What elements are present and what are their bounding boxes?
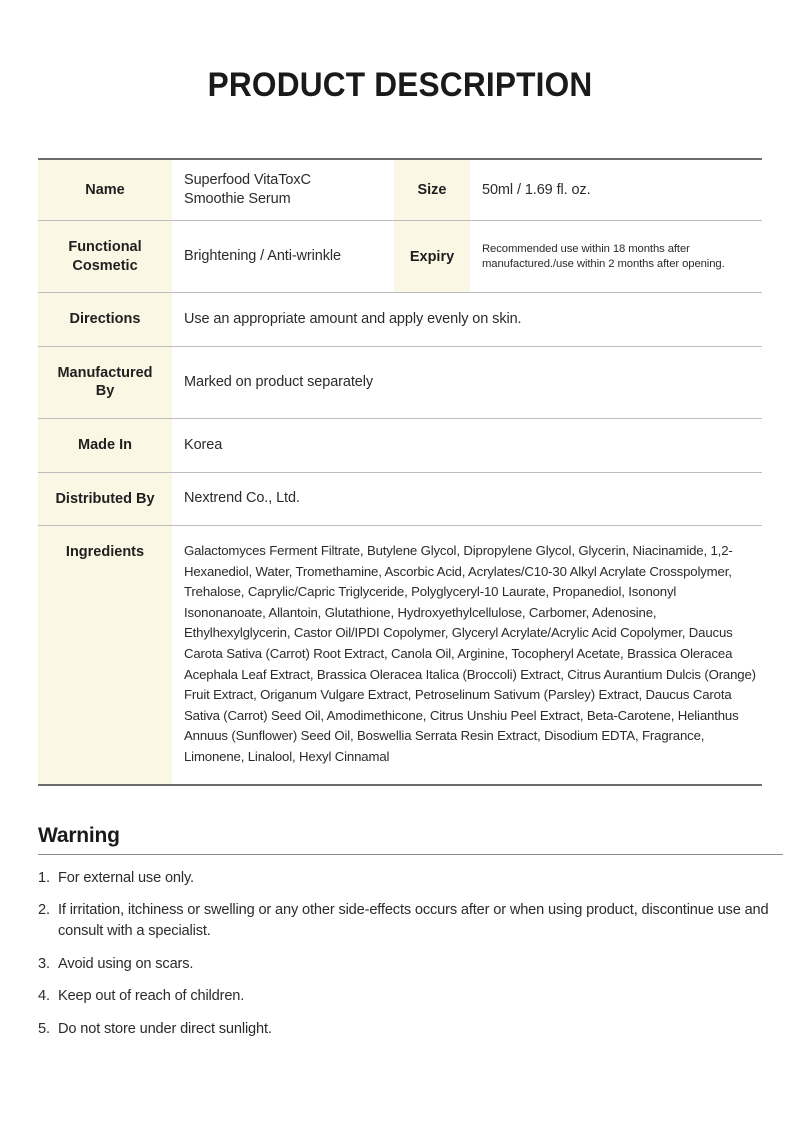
spec-label-name: Name	[38, 159, 172, 221]
spec-value-expiry: Recommended use within 18 months after manufactured./use within 2 months after opening.	[470, 221, 762, 293]
warning-item-text: Do not store under direct sunlight.	[58, 1021, 272, 1038]
warning-item-text: Avoid using on scars.	[58, 955, 194, 972]
spec-value-directions: Use an appropriate amount and apply evenly on skin.	[172, 293, 762, 347]
table-row	[38, 159, 762, 221]
spec-value-ingredients: Galactomyces Ferment Filtrate, Butylene Glycol, Dipropylene Glycol, Glycerin, Niacinamide, 1,2-Hexanediol, Water, Tromethamine, Ascorbic Acid, Acrylates/C10-30 Alkyl Acrylate Crosspolymer, Trehalose, Caprylic/Capric Triglyceride, Polyglyceryl-10 Laurate, Propanediol, Isononyl Isononanoate, Allantoin, Glutathione, Hydroxyethylcellulose, Carbomer, Adenosine, Ethylhexylglycerin, Castor Oil/IPDI Copolymer, Glyceryl Acrylate/Acrylic Acid Copolymer, Daucus Carota Sativa (Carrot) Root Extract, Canola Oil, Arginine, Tocopheryl Acetate, Brassica Oleracea Acephala Leaf Extract, Brassica Oleracea Italica (Broccoli) Extract, Citrus Aurantium Dulcis (Orange) Fruit Extract, Origanum Vulgare Extract, Petroselinum Sativum (Parsley) Extract, Daucus Carota Sativa (Carrot) Seed Oil, Amodimethicone, Citrus Unshiu Peel Extract, Beta-Carotene, Helianthus Annuus (Sunflower) Seed Oil, Boswellia Serrata Resin Extract, Disodium EDTA, Fragrance, Limonene, Linalool, Hexyl Cinnamal	[172, 526, 762, 785]
table-row	[38, 293, 762, 347]
spec-label-expiry: Expiry	[394, 221, 470, 293]
spec-label-manufactured-by: Manufactured By	[38, 346, 172, 418]
warning-item-number: 5.	[38, 1021, 50, 1038]
spec-label-distributed-by: Distributed By	[38, 472, 172, 526]
warning-section	[38, 824, 783, 1040]
table-row	[38, 472, 762, 526]
product-spec-table	[38, 158, 762, 786]
spec-value-name: Superfood VitaToxC Smoothie Serum	[184, 172, 311, 208]
spec-value-distributed-by: Nextrend Co., Ltd.	[172, 472, 762, 526]
list-item	[38, 868, 783, 889]
spec-value-made-in: Korea	[172, 418, 762, 472]
table-row	[38, 526, 762, 785]
spec-label-made-in: Made In	[38, 418, 172, 472]
spec-label-size: Size	[394, 159, 470, 221]
spec-value-size: 50ml / 1.69 fl. oz.	[482, 182, 591, 199]
warning-item-text: If irritation, itchiness or swelling or any other side-effects occurs after or when using product, discontinue use and consult with a specialist.	[58, 902, 769, 940]
warning-item-number: 3.	[38, 955, 50, 972]
warning-divider	[38, 854, 783, 855]
warning-list	[38, 868, 783, 1040]
spec-label-directions: Directions	[38, 293, 172, 347]
warning-item-text: For external use only.	[58, 869, 194, 886]
warning-item-text: Keep out of reach of children.	[58, 988, 245, 1005]
list-item	[38, 986, 783, 1007]
list-item	[38, 954, 783, 975]
warning-heading: Warning	[38, 823, 120, 847]
spec-value-functional-cosmetic: Brightening / Anti-wrinkle	[172, 221, 394, 293]
spec-label-functional-cosmetic: Functional Cosmetic	[38, 221, 172, 293]
table-row	[38, 418, 762, 472]
spec-label-ingredients: Ingredients	[38, 526, 172, 785]
page-title: PRODUCT DESCRIPTION	[207, 66, 593, 104]
list-item	[38, 900, 783, 941]
table-row	[38, 221, 762, 293]
list-item	[38, 1019, 783, 1040]
warning-item-number: 2.	[38, 902, 50, 919]
warning-item-number: 4.	[38, 988, 50, 1005]
warning-item-number: 1.	[38, 869, 50, 886]
table-row	[38, 346, 762, 418]
spec-value-manufactured-by: Marked on product separately	[172, 346, 762, 418]
